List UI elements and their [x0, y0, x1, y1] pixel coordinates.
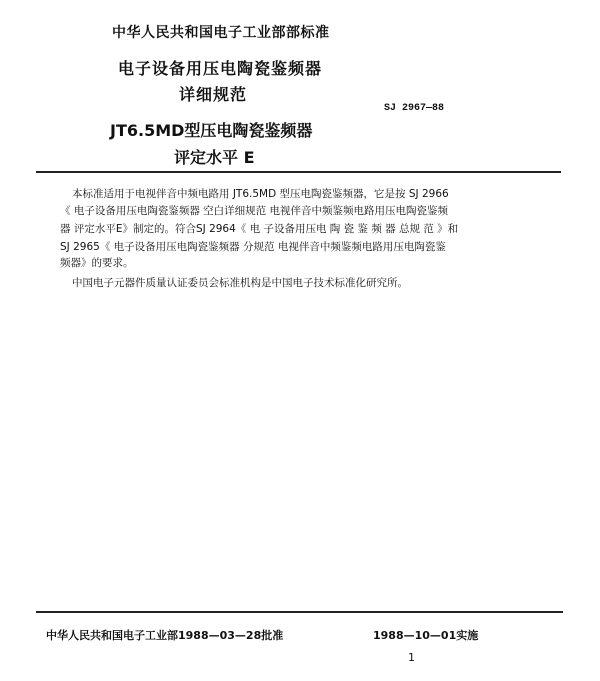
- page-number: 1: [408, 651, 415, 664]
- paragraph-1-line: SJ 2965《 电子设备用压电陶瓷鉴频器 分规范 电视伴音中频鉴频电路用压电陶瓷鉴: [60, 241, 446, 253]
- paragraph-2: 中国电子元器件质量认证委员会标准机构是中国电子技术标准化研究所。: [72, 277, 408, 289]
- paragraph-1-line: 频器》的要求。: [60, 257, 134, 269]
- issuing-authority: 中华人民共和国电子工业部部标准: [112, 25, 330, 41]
- product-title: JT6.5MD型压电陶瓷鉴频器: [110, 121, 313, 140]
- series-subtitle: 详细规范: [179, 85, 248, 104]
- footer-divider: [36, 611, 563, 613]
- approval-line: 中华人民共和国电子工业部1988—03—28批准: [46, 629, 284, 642]
- assessment-level: 评定水平 E: [174, 148, 255, 167]
- paragraph-1-line: 本标准适用于电视伴音中频电路用 JT6.5MD 型压电陶瓷鉴频器，它是按 SJ 2966: [72, 188, 449, 200]
- effective-date: 1988—10—01实施: [373, 629, 479, 642]
- standard-code: SJ 2967—88: [384, 103, 445, 114]
- header-divider: [36, 171, 561, 173]
- series-title: 电子设备用压电陶瓷鉴频器: [118, 59, 323, 78]
- paragraph-1-line: 《 电子设备用压电陶瓷鉴频器 空白详细规范 电视伴音中频鉴频电路用压电陶瓷鉴频: [60, 205, 449, 217]
- paragraph-1-line: 器 评定水平E》制定的。符合SJ 2964《 电 子设备用压电 陶 瓷 鉴 频 器 总规 范 》和: [60, 223, 459, 235]
